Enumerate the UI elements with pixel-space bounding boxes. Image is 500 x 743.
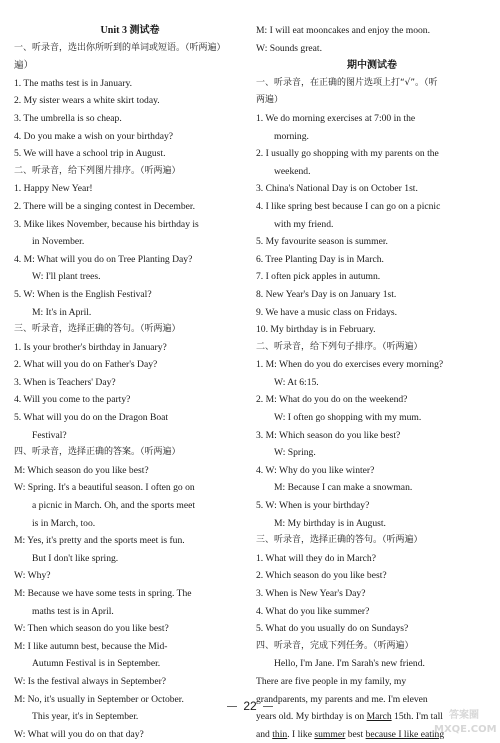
text-line: weekend. (274, 165, 311, 177)
text-line: W: Spring. It's a beautiful season. I often go on (14, 482, 195, 494)
text-line: 2. I usually go shopping with my parents on the (256, 148, 439, 160)
text-line: W: Spring. (274, 447, 316, 459)
text-line: 3. Mike likes November, because his birthday is (14, 218, 199, 230)
text-line: 2. What will you do on Father's Day? (14, 359, 158, 371)
text-line: M: Because I can make a snowman. (274, 482, 413, 494)
text-line: 2. There will be a singing contest in December. (14, 200, 195, 212)
underlined-phrase: because I like eating (365, 728, 445, 740)
text-line: W: Why? (14, 570, 51, 582)
text-line: 1. Happy New Year! (14, 183, 93, 195)
text-line: W: Is the festival always in September? (14, 675, 167, 687)
text-line: 5. We will have a school trip in August. (14, 148, 166, 160)
passage-line: There are five people in my family, my (256, 675, 407, 687)
text-line: 1. We do morning exercises at 7:00 in the (256, 112, 416, 124)
underlined-word: March (366, 711, 392, 723)
text-line: 遍） (14, 60, 34, 72)
text-line: 9. We have a music class on Fridays. (256, 306, 398, 318)
section-heading: 一、听录音，选出你所听到的单词或短语。（听两遍） (14, 42, 226, 53)
section-heading: 一、听录音，在正确的图片选项上打“√”。（听 (256, 77, 438, 88)
text-line: 1. M: When do you do exercises every morning? (256, 359, 444, 371)
text-line: Festival? (32, 429, 67, 441)
text-line: 3. M: Which season do you like best? (256, 429, 401, 441)
text-line: W: Then which season do you like best? (14, 623, 169, 635)
text-line: M: No, it's usually in September or October. (14, 693, 184, 705)
text-line: M: Yes, it's pretty and the sports meet is fun. (14, 535, 185, 547)
text-line: 3. When is New Year's Day? (256, 588, 366, 599)
passage-line: years old. My birthday is on March 15th. I'm tall (256, 711, 443, 723)
midterm-title: 期中测试卷 (347, 60, 397, 72)
text-line: maths test is in April. (32, 605, 114, 617)
text-line: 1. What will they do in March? (256, 552, 376, 564)
text-line: M: My birthday is in August. (274, 517, 386, 529)
text-line: W: What will you do on that day? (14, 728, 144, 740)
section-heading: 三、听录音，选择正确的答句。（听两遍） (14, 324, 181, 335)
unit-title: Unit 3 测试卷 (100, 25, 160, 36)
text-line: Autumn Festival is in September. (32, 658, 161, 670)
passage-line: Hello, I'm Jane. I'm Sarah's new friend. (274, 658, 425, 670)
text-line: 8. New Year's Day is on January 1st. (256, 288, 397, 300)
text-line: This year, it's in September. (32, 711, 139, 723)
section-heading: 四、听录音，完成下列任务。（听两遍） (256, 640, 414, 651)
underlined-word: summer (314, 728, 346, 740)
section-heading: 二、听录音，给下列句子排序。（听两遍） (256, 341, 423, 352)
section-heading: 四、听录音，选择正确的答案。（听两遍） (14, 447, 181, 458)
section-heading: 二、听录音，给下列图片排序。（听两遍） (14, 165, 181, 176)
text-line: M: It's in April. (32, 306, 92, 318)
page-number: 22 (0, 699, 500, 713)
passage-line: and thin. I like summer best because I like eating (256, 728, 445, 740)
text-line: M: I will eat mooncakes and enjoy the moon. (256, 25, 430, 36)
watermark-logo: 答案圈 MXQE.COM (434, 710, 497, 735)
text-line: 3. China's National Day is on October 1st. (256, 183, 418, 195)
text-line: a picnic in March. Oh, and the sports meet (32, 500, 196, 512)
text-line: 4. Will you come to the party? (14, 394, 131, 406)
text-line: 4. I like spring best because I can go on a picnic (256, 200, 441, 212)
text-line: M: I like autumn best, because the Mid- (14, 640, 168, 652)
text-line: But I don't like spring. (32, 552, 119, 564)
text-line: 6. Tree Planting Day is in March. (256, 253, 384, 265)
text-line: with my friend. (274, 218, 334, 230)
text-line: W: Sounds great. (256, 42, 322, 54)
text-line: 2. M: What do you do on the weekend? (256, 394, 408, 406)
passage-line: grandparents, my parents and me. I'm eleven (256, 693, 428, 705)
text-line: morning. (274, 130, 309, 142)
text-line: 10. My birthday is in February. (256, 324, 376, 336)
underlined-word: thin (272, 728, 288, 740)
text-line: 5. What do you usually do on Sundays? (256, 623, 409, 635)
text-line: 5. W: When is the English Festival? (14, 288, 152, 300)
text-line: 7. I often pick apples in autumn. (256, 271, 381, 283)
right-column (256, 22, 488, 743)
text-line: W: I often go shopping with my mum. (274, 412, 422, 424)
text-line: 5. What will you do on the Dragon Boat (14, 412, 169, 424)
section-heading: 三、听录音，选择正确的答句。（听两遍） (256, 535, 423, 546)
text-line: 1. Is your brother's birthday in January? (14, 341, 167, 353)
section-heading-cont: 两遍） (256, 95, 284, 106)
text-line: 3. The umbrella is so cheap. (14, 112, 122, 124)
left-column (14, 22, 246, 743)
text-line: is in March, too. (32, 517, 96, 529)
text-line: in November. (32, 236, 85, 248)
text-line: 5. My favourite season is summer. (256, 236, 388, 248)
text-line: M: Which season do you like best? (14, 464, 149, 476)
text-line: 4. Do you make a wish on your birthday? (14, 130, 174, 142)
text-line: 1. The maths test is in January. (14, 77, 133, 89)
text-line: 2. My sister wears a white skirt today. (14, 95, 160, 107)
text-line: 4. What do you like summer? (256, 605, 370, 617)
text-line: 3. When is Teachers' Day? (14, 376, 116, 388)
text-line: 5. W: When is your birthday? (256, 500, 370, 512)
text-line: W: I'll plant trees. (32, 271, 101, 283)
text-line: 4. W: Why do you like winter? (256, 464, 375, 476)
text-line: 4. M: What will you do on Tree Planting Day? (14, 253, 193, 265)
text-line: W: At 6:15. (274, 376, 319, 388)
text-line: 2. Which season do you like best? (256, 570, 387, 582)
text-line: M: Because we have some tests in spring. The (14, 588, 192, 599)
